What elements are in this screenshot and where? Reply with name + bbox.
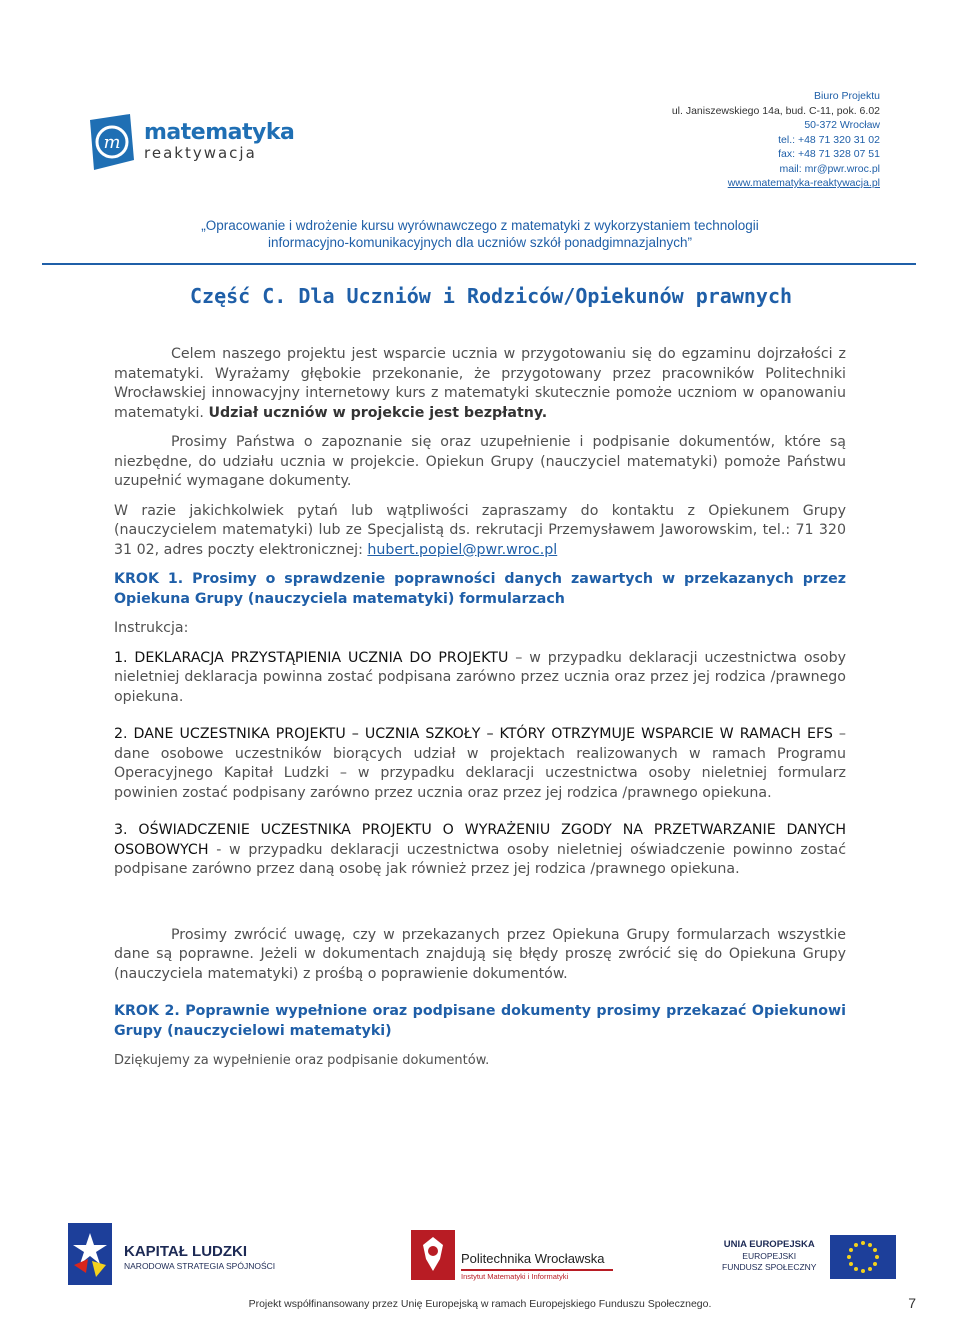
instruction-item-3-text: - w przypadku deklaracji uczestnictwa osoby nieletniej oświadczenie powinno zostać podpisane zarówno przez daną osobę jak również przez jej rodzica /prawnego opiekuna. [114, 841, 846, 877]
logo-line2: reaktywacja [144, 144, 257, 162]
intro-paragraph [114, 345, 846, 423]
instruction-item-1-text: – w przypadku deklaracji uczestnictwa osoby nieletniej deklaracja powinna zostać podpisana zarówno przez ucznia oraz przez jej rodzica /prawnego opiekuna. [114, 649, 846, 705]
kapital-ludzki-text [124, 1243, 275, 1272]
instruction-item-3-title: 3. OŚWIADCZENIE UCZESTNIKA PROJEKTU O WYRAŻENIU ZGODY NA PRZETWARZANIE DANYCH OSOBOWYCH [114, 822, 846, 858]
instruction-item-2-text: – dane osobowe uczestników biorących udział w projektach realizowanych w ramach Programu Operacyjnego Kapitał Ludzki – w przypadku deklaracji uczestnictwa osoby nieletniej formularz powinien zostać podpisany zarówno przez ucznia oraz przez jej rodzica /prawnego opiekuna. [114, 726, 846, 801]
svg-text:m: m [103, 132, 121, 153]
eu-line1: UNIA EUROPEJSKA [723, 1239, 815, 1250]
eu-line2: EUROPEJSKI [742, 1251, 797, 1261]
step2-text: Poprawnie wypełnione oraz podpisane dokumenty prosimy przekazać Opiekunowi Grupy (nauczycielowi matematyki) [114, 1003, 846, 1039]
politechnika-subtitle: Instytut Matematyki i Informatyki [461, 1272, 569, 1281]
instruction-item-2 [114, 725, 846, 803]
address-mail[interactable]: mail: mr@pwr.wroc.pl [779, 162, 880, 175]
free-participation-note: Udział uczniów w projekcie jest bezpłatny. [208, 404, 548, 421]
address-block [672, 89, 880, 191]
project-subtitle [0, 217, 960, 251]
instruction-item-1 [114, 649, 846, 708]
logo-wordmark [144, 122, 294, 162]
kapital-ludzki-subtitle: NARODOWA STRATEGIA SPÓJNOŚCI [124, 1261, 276, 1271]
instruction-item-2-title: 2. DANE UCZESTNIKA PROJEKTU – UCZNIA SZKOŁY – KTÓRY OTRZYMUJE WSPARCIE W RAMACH EFS [114, 726, 833, 742]
instruction-item-3 [114, 821, 846, 880]
kapital-ludzki-logo-icon [66, 1221, 116, 1287]
address-tel: tel.: +48 71 320 31 02 [778, 133, 880, 146]
funding-note: Projekt współfinansowany przez Unię Europejską w ramach Europejskiego Funduszu Społecznego. [248, 1298, 712, 1310]
address-city: 50-372 Wrocław [804, 119, 880, 131]
section-heading: Część C. Dla Uczniów i Rodziców/Opiekunów prawnych [190, 284, 793, 308]
project-subtitle-line2: informacyjno-komunikacyjnych dla uczniów szkół ponadgimnazjalnych” [268, 235, 692, 250]
politechnika-rule [461, 1269, 613, 1271]
politechnika-logo-icon [410, 1229, 456, 1281]
intro-text: Celem naszego projektu jest wsparcie ucznia w przygotowaniu się do egzaminu dojrzałości z matematyki. Wyrażamy głębokie przekonanie, że przygotowany przez pracowników Politechniki Wrocławskiej innowacyjny internetowy kurs z matematyki skutecznie pomoże uczniom w opanowaniu matematyki. [114, 346, 846, 421]
header-divider [42, 263, 916, 265]
eu-text [722, 1239, 816, 1273]
politechnika-title: Politechnika Wrocławska [461, 1251, 605, 1266]
logo-line1: matematyka [144, 120, 295, 145]
address-street: ul. Janiszewskiego 14a, bud. C-11, pok. 6.02 [671, 104, 880, 117]
politechnika-text [461, 1251, 613, 1282]
kapital-ludzki-title: KAPITAŁ LUDZKI [124, 1243, 248, 1260]
documents-paragraph: Prosimy Państwa o zapoznanie się oraz uzupełnienie i podpisanie dokumentów, które są niezbędne, do udziału ucznia w projekcie. Opiekun Grupy (nauczyciel matematyki) pomoże Państwu uzupełnić wymagane dokumenty. [114, 434, 846, 489]
address-office: Biuro Projektu [814, 90, 880, 102]
project-subtitle-line1: „Opracowanie i wdrożenie kursu wyrównawczego z matematyki z wykorzystaniem technologii [201, 218, 759, 233]
contact-text: W razie jakichkolwiek pytań lub wątpliwości zapraszamy do kontaktu z Opiekunem Grupy (nauczycielem matematyki) lub ze Specjalistą ds. rekrutacji Przemysławem Jaworowskim, tel.: 71 320 31 02, adres poczty elektronicznej: [114, 502, 846, 558]
page-number: 7 [908, 1295, 916, 1311]
eu-line3: FUNDUSZ SPOŁECZNY [722, 1262, 817, 1272]
address-fax: fax: +48 71 328 07 51 [778, 148, 880, 160]
contact-email-link[interactable]: hubert.popiel@pwr.wroc.pl [367, 541, 558, 558]
instructions-label: Instrukcja: [114, 620, 189, 636]
step1-heading [114, 570, 846, 609]
step1-text: Prosimy o sprawdzenie poprawności danych zawartych w przekazanych przez Opiekuna Grupy (nauczyciela matematyki) formularzach [114, 571, 846, 607]
step1-label: KROK 1. [114, 571, 184, 587]
matematyka-logo-icon [84, 112, 136, 174]
thanks-note: Dziękujemy za wypełnienie oraz podpisanie dokumentów. [114, 1053, 490, 1068]
contact-paragraph [114, 502, 846, 561]
verify-paragraph: Prosimy zwrócić uwagę, czy w przekazanych przez Opiekuna Grupy formularzach wszystkie dane są poprawne. Jeżeli w dokumentach znajdują się błędy proszę zwrócić się do Opiekuna Grupy (nauczyciela matematyki) z prośbą o poprawienie dokumentów. [114, 926, 846, 982]
footer-logos [0, 1215, 960, 1295]
step2-heading [114, 1002, 846, 1041]
eu-flag-icon [830, 1235, 896, 1279]
step2-label: KROK 2. [114, 1003, 180, 1019]
instruction-item-1-title: 1. DEKLARACJA PRZYSTĄPIENIA UCZNIA DO PROJEKTU [114, 649, 509, 666]
document-body [114, 345, 846, 1071]
address-www-link[interactable]: www.matematyka-reaktywacja.pl [727, 177, 880, 189]
